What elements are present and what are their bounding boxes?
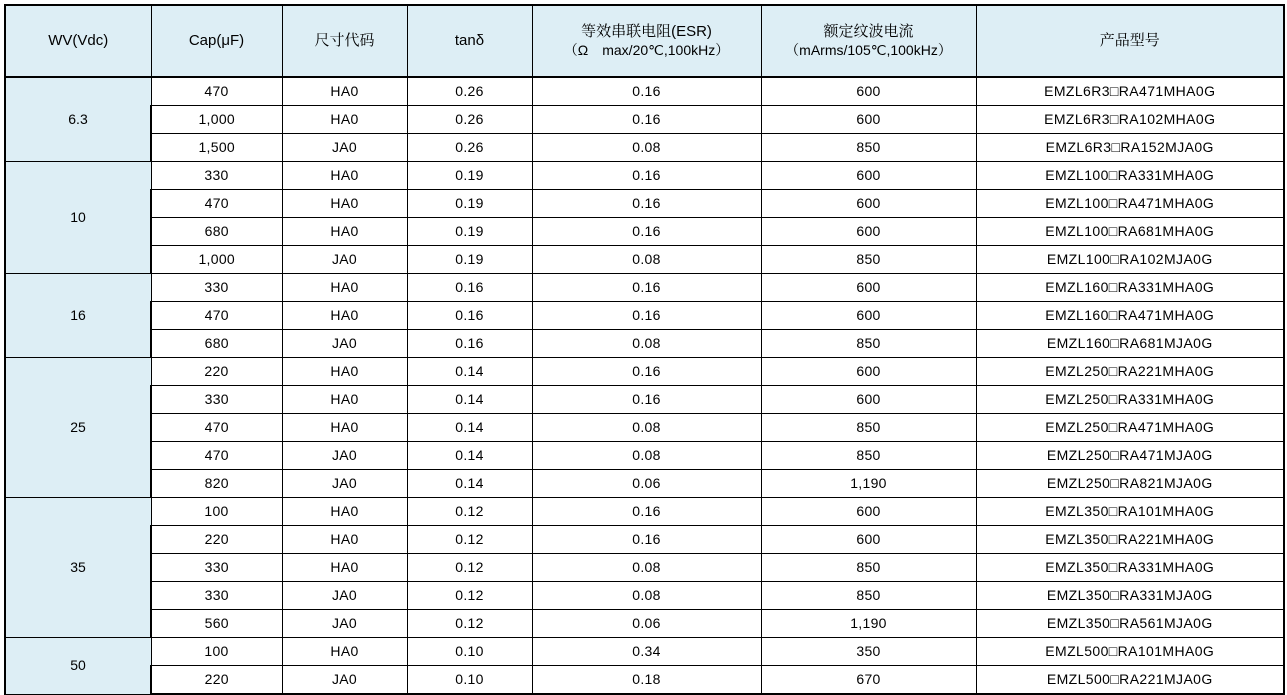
cell-esr: 0.16 [532,498,761,526]
cell-ripple-current: 850 [761,442,976,470]
cell-part-number: EMZL350□RA331MHA0G [976,554,1284,582]
table-row [5,498,1284,526]
cell-tan-delta: 0.14 [407,386,532,414]
cell-ripple-current: 600 [761,526,976,554]
cell-tan-delta: 0.12 [407,582,532,610]
cell-ripple-current: 850 [761,330,976,358]
cell-size-code: JA0 [282,246,407,274]
table-row [5,274,1284,302]
cell-ripple-current: 850 [761,246,976,274]
cell-esr: 0.16 [532,218,761,246]
cell-ripple-current: 600 [761,218,976,246]
cell-esr: 0.08 [532,246,761,274]
cell-size-code: HA0 [282,302,407,330]
cell-esr: 0.08 [532,134,761,162]
cell-capacitance: 820 [151,470,282,498]
cell-tan-delta: 0.10 [407,666,532,695]
cell-ripple-current: 600 [761,498,976,526]
cell-size-code: HA0 [282,162,407,190]
cell-voltage-rating: 25 [5,358,151,498]
cell-esr: 0.16 [532,190,761,218]
cell-voltage-rating: 50 [5,638,151,695]
cell-tan-delta: 0.14 [407,442,532,470]
column-header-esr [532,5,761,77]
cell-capacitance: 330 [151,274,282,302]
cell-tan-delta: 0.16 [407,302,532,330]
cell-ripple-current: 850 [761,414,976,442]
table-row [5,610,1284,638]
cell-capacitance: 560 [151,610,282,638]
table-row [5,554,1284,582]
cell-size-code: HA0 [282,554,407,582]
cell-size-code: JA0 [282,134,407,162]
cell-tan-delta: 0.19 [407,190,532,218]
cell-part-number: EMZL6R3□RA471MHA0G [976,77,1284,106]
cell-ripple-current: 600 [761,162,976,190]
cell-tan-delta: 0.26 [407,106,532,134]
cell-capacitance: 470 [151,302,282,330]
cell-esr: 0.18 [532,666,761,695]
cell-ripple-current: 600 [761,358,976,386]
column-header-part [976,5,1284,77]
table-row [5,134,1284,162]
cell-ripple-current: 850 [761,582,976,610]
column-header-sublabel-ripple: （mArms/105℃,100kHz） [785,41,952,58]
cell-esr: 0.08 [532,442,761,470]
cell-size-code: HA0 [282,218,407,246]
cell-capacitance: 680 [151,218,282,246]
cell-capacitance: 330 [151,582,282,610]
table-row [5,162,1284,190]
table-row [5,358,1284,386]
table-row [5,77,1284,106]
cell-part-number: EMZL250□RA331MHA0G [976,386,1284,414]
cell-esr: 0.08 [532,582,761,610]
cell-ripple-current: 850 [761,134,976,162]
cell-esr: 0.06 [532,610,761,638]
cell-size-code: HA0 [282,274,407,302]
cell-part-number: EMZL100□RA471MHA0G [976,190,1284,218]
cell-esr: 0.16 [532,106,761,134]
column-header-size [282,5,407,77]
cell-size-code: HA0 [282,386,407,414]
cell-capacitance: 220 [151,666,282,695]
cell-ripple-current: 1,190 [761,610,976,638]
cell-size-code: HA0 [282,77,407,106]
cell-part-number: EMZL350□RA221MHA0G [976,526,1284,554]
cell-capacitance: 680 [151,330,282,358]
cell-tan-delta: 0.14 [407,414,532,442]
cell-tan-delta: 0.14 [407,470,532,498]
column-header-wv [5,5,151,77]
table-row [5,526,1284,554]
table-row [5,246,1284,274]
cell-tan-delta: 0.26 [407,134,532,162]
cell-part-number: EMZL500□RA221MJA0G [976,666,1284,695]
table-header [5,5,1284,77]
cell-capacitance: 330 [151,386,282,414]
cell-esr: 0.08 [532,414,761,442]
cell-ripple-current: 600 [761,77,976,106]
cell-ripple-current: 600 [761,106,976,134]
cell-part-number: EMZL100□RA102MJA0G [976,246,1284,274]
cell-ripple-current: 350 [761,638,976,666]
cell-part-number: EMZL350□RA331MJA0G [976,582,1284,610]
cell-esr: 0.16 [532,526,761,554]
cell-tan-delta: 0.12 [407,526,532,554]
cell-part-number: EMZL160□RA471MHA0G [976,302,1284,330]
column-header-label-wv: WV(Vdc) [48,31,109,49]
cell-capacitance: 100 [151,498,282,526]
column-header-label-cap: Cap(μF) [188,31,245,49]
cell-capacitance: 220 [151,358,282,386]
cell-esr: 0.08 [532,330,761,358]
table-row [5,470,1284,498]
cell-voltage-rating: 10 [5,162,151,274]
cell-esr: 0.08 [532,554,761,582]
cell-part-number: EMZL160□RA681MJA0G [976,330,1284,358]
cell-tan-delta: 0.12 [407,498,532,526]
cell-capacitance: 220 [151,526,282,554]
cell-esr: 0.16 [532,274,761,302]
cell-ripple-current: 600 [761,302,976,330]
cell-esr: 0.16 [532,162,761,190]
cell-part-number: EMZL160□RA331MHA0G [976,274,1284,302]
cell-tan-delta: 0.14 [407,358,532,386]
cell-capacitance: 1,000 [151,106,282,134]
column-header-label-ripple: 额定纹波电流 [823,22,914,40]
table-row [5,190,1284,218]
column-header-ripple [761,5,976,77]
table-row [5,386,1284,414]
cell-part-number: EMZL350□RA101MHA0G [976,498,1284,526]
cell-esr: 0.16 [532,386,761,414]
cell-esr: 0.16 [532,302,761,330]
column-header-label-tan: tanδ [454,31,485,49]
cell-ripple-current: 600 [761,190,976,218]
table-row [5,638,1284,666]
cell-capacitance: 470 [151,190,282,218]
cell-ripple-current: 1,190 [761,470,976,498]
cell-size-code: JA0 [282,442,407,470]
cell-size-code: HA0 [282,414,407,442]
table-row [5,582,1284,610]
cell-part-number: EMZL250□RA471MJA0G [976,442,1284,470]
cell-ripple-current: 600 [761,274,976,302]
cell-part-number: EMZL6R3□RA152MJA0G [976,134,1284,162]
cell-tan-delta: 0.10 [407,638,532,666]
table-row [5,330,1284,358]
cell-size-code: JA0 [282,330,407,358]
cell-tan-delta: 0.19 [407,246,532,274]
cell-part-number: EMZL100□RA331MHA0G [976,162,1284,190]
cell-tan-delta: 0.16 [407,330,532,358]
cell-size-code: HA0 [282,358,407,386]
cell-esr: 0.06 [532,470,761,498]
table-row [5,414,1284,442]
header-row [5,5,1284,77]
cell-capacitance: 330 [151,162,282,190]
cell-esr: 0.16 [532,358,761,386]
cell-capacitance: 470 [151,77,282,106]
cell-size-code: HA0 [282,498,407,526]
cell-part-number: EMZL350□RA561MJA0G [976,610,1284,638]
table-row [5,218,1284,246]
cell-size-code: HA0 [282,106,407,134]
cell-esr: 0.16 [532,77,761,106]
cell-ripple-current: 600 [761,386,976,414]
cell-size-code: JA0 [282,610,407,638]
cell-part-number: EMZL250□RA221MHA0G [976,358,1284,386]
cell-size-code: HA0 [282,526,407,554]
cell-capacitance: 330 [151,554,282,582]
column-header-label-esr: 等效串联电阻(ESR) [581,22,712,40]
cell-size-code: JA0 [282,582,407,610]
cell-capacitance: 1,000 [151,246,282,274]
cell-part-number: EMZL6R3□RA102MHA0G [976,106,1284,134]
cell-ripple-current: 850 [761,554,976,582]
cell-capacitance: 470 [151,414,282,442]
column-header-cap [151,5,282,77]
cell-capacitance: 100 [151,638,282,666]
cell-esr: 0.34 [532,638,761,666]
table-row [5,106,1284,134]
cell-ripple-current: 670 [761,666,976,695]
column-header-sublabel-esr: （Ω max/20℃,100kHz） [563,41,730,58]
cell-tan-delta: 0.12 [407,610,532,638]
cell-capacitance: 470 [151,442,282,470]
cell-tan-delta: 0.16 [407,274,532,302]
table-row [5,442,1284,470]
cell-tan-delta: 0.19 [407,162,532,190]
column-header-tan [407,5,532,77]
cell-size-code: JA0 [282,666,407,695]
column-header-label-size: 尺寸代码 [314,31,375,49]
cell-size-code: JA0 [282,470,407,498]
table-body [5,77,1284,694]
cell-size-code: HA0 [282,190,407,218]
cell-size-code: HA0 [282,638,407,666]
capacitor-spec-table [4,4,1285,695]
cell-tan-delta: 0.26 [407,77,532,106]
cell-part-number: EMZL250□RA821MJA0G [976,470,1284,498]
table-row [5,666,1284,695]
cell-voltage-rating: 16 [5,274,151,358]
cell-tan-delta: 0.19 [407,218,532,246]
table-row [5,302,1284,330]
cell-part-number: EMZL250□RA471MHA0G [976,414,1284,442]
cell-capacitance: 1,500 [151,134,282,162]
cell-tan-delta: 0.12 [407,554,532,582]
cell-part-number: EMZL100□RA681MHA0G [976,218,1284,246]
cell-part-number: EMZL500□RA101MHA0G [976,638,1284,666]
cell-voltage-rating: 6.3 [5,77,151,162]
column-header-label-part: 产品型号 [1099,31,1160,49]
cell-voltage-rating: 35 [5,498,151,638]
